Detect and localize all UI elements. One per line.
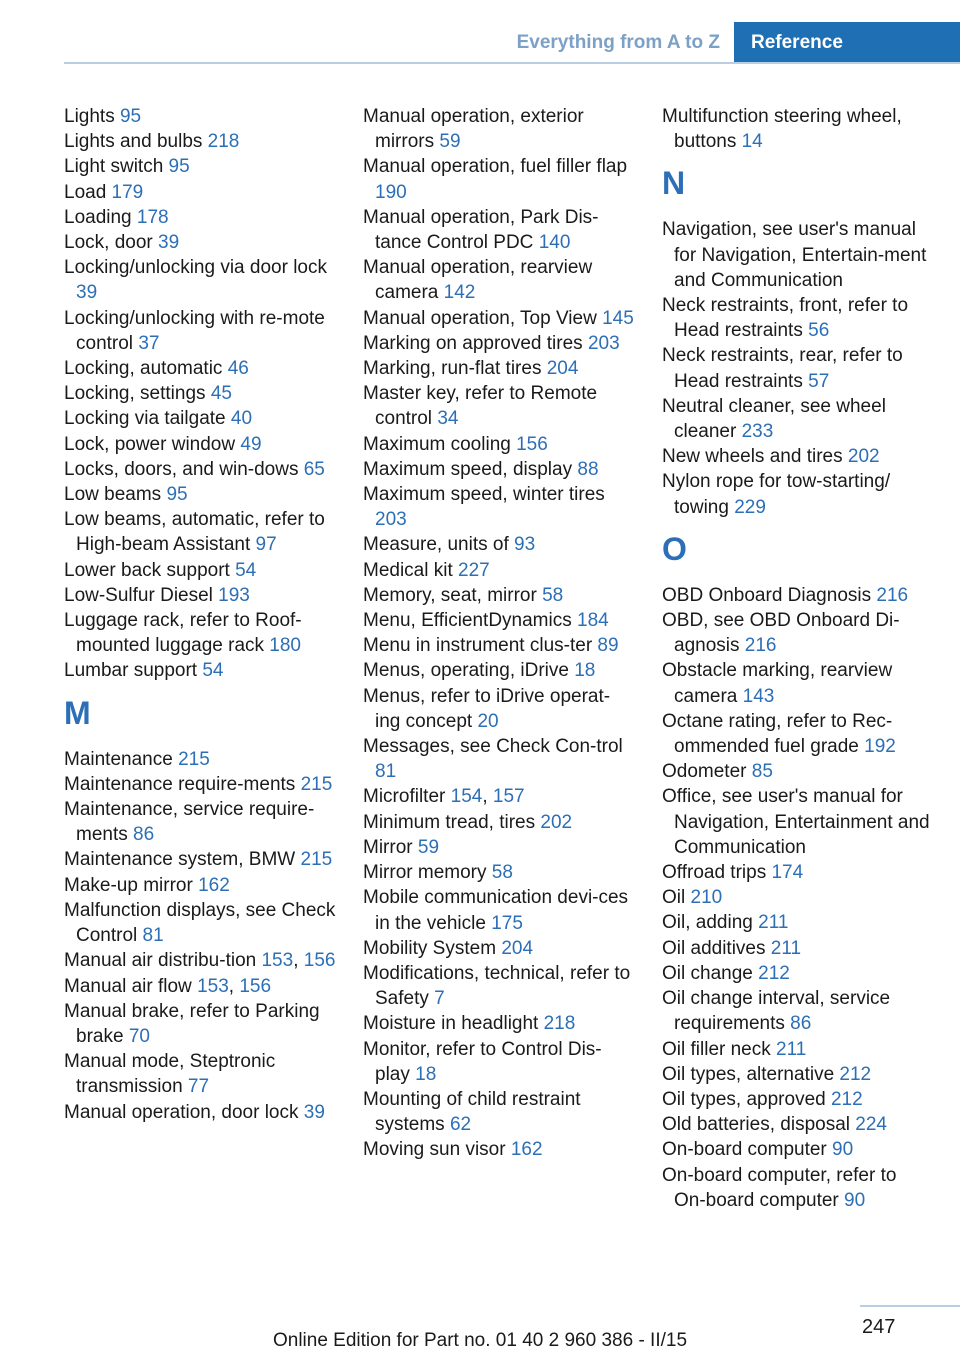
index-term: Measure, units of bbox=[363, 534, 515, 556]
page-reference-link[interactable]: 59 bbox=[417, 836, 440, 858]
index-term: Menu, EfficientDynamics bbox=[363, 610, 578, 632]
page-reference-link[interactable]: 37 bbox=[138, 332, 160, 354]
index-entry: Manual air distribu-tion 153, 156 bbox=[64, 950, 336, 972]
page-reference-link[interactable]: 54 bbox=[235, 559, 257, 581]
page-reference-link[interactable]: 212 bbox=[839, 1063, 872, 1085]
page-reference-link[interactable]: 154 bbox=[450, 786, 483, 808]
page-reference-link[interactable]: 215 bbox=[300, 849, 333, 871]
index-entry bbox=[662, 583, 932, 608]
index-entry: Manual air flow 153, 156 bbox=[64, 975, 272, 997]
page-reference-link[interactable]: 210 bbox=[690, 887, 723, 909]
index-term: Locking, settings bbox=[64, 383, 211, 405]
page-reference-link[interactable]: 156 bbox=[239, 975, 272, 997]
index-term: Minimum tread, tires bbox=[363, 811, 541, 833]
index-entry bbox=[64, 999, 336, 1049]
page-reference-link[interactable]: 179 bbox=[111, 181, 144, 203]
index-term: Obstacle marking, rearview camera bbox=[662, 660, 893, 707]
index-letter-heading: N bbox=[662, 165, 686, 202]
index-term: Oil filler neck bbox=[662, 1038, 777, 1060]
index-entry bbox=[64, 129, 336, 154]
index-entry bbox=[662, 1087, 932, 1112]
index-entry bbox=[662, 1137, 932, 1162]
index-term: Locking via tailgate bbox=[64, 408, 231, 430]
index-term: Mobile communication devi-ces in the vehicle bbox=[363, 887, 629, 934]
index-entry bbox=[662, 1112, 932, 1137]
page-reference-link[interactable]: 59 bbox=[439, 131, 461, 153]
index-entry bbox=[363, 306, 635, 331]
index-term: Lock, power window bbox=[64, 433, 241, 455]
page-reference-link[interactable]: 89 bbox=[597, 635, 619, 657]
index-term: Luggage rack, refer to Roof-mounted luggage rack bbox=[64, 610, 302, 657]
page-reference-link[interactable]: 178 bbox=[136, 206, 169, 228]
index-column-1 bbox=[64, 104, 336, 1125]
index-entry bbox=[662, 608, 932, 658]
index-term: Offroad trips bbox=[662, 862, 772, 884]
index-entry bbox=[662, 293, 932, 343]
index-term: Marking on approved tires bbox=[363, 332, 588, 354]
page-reference-link[interactable]: 81 bbox=[142, 925, 164, 947]
page-reference-link[interactable]: 93 bbox=[514, 534, 536, 556]
index-term: Navigation, see user's manual for Navigation, Entertain-ment and Communication bbox=[662, 219, 927, 291]
index-term: Locking/unlocking via door lock bbox=[64, 257, 327, 279]
index-entry bbox=[662, 910, 932, 935]
index-entry bbox=[363, 734, 635, 784]
index-entry bbox=[363, 432, 635, 457]
page-reference-link[interactable]: 162 bbox=[198, 874, 230, 896]
index-entry bbox=[662, 343, 932, 393]
index-entry bbox=[662, 860, 932, 885]
index-entry bbox=[363, 583, 635, 608]
index-entry bbox=[64, 797, 336, 847]
page-reference-link[interactable]: 95 bbox=[166, 484, 188, 506]
index-term: Manual operation, Park Dis-tance Control PDC bbox=[363, 206, 599, 254]
page-reference-link[interactable]: 88 bbox=[577, 458, 599, 480]
index-entry bbox=[64, 205, 336, 230]
index-entry bbox=[363, 1137, 635, 1162]
index-entry bbox=[363, 684, 635, 734]
index-entry bbox=[363, 1037, 635, 1087]
index-entry bbox=[363, 154, 635, 204]
index-entry bbox=[363, 331, 635, 356]
index-entry bbox=[662, 469, 932, 519]
index-term: Oil change bbox=[662, 962, 759, 984]
index-entry bbox=[662, 986, 932, 1036]
index-term: Monitor, refer to Control Dis-play bbox=[363, 1038, 602, 1085]
index-term: Oil change interval, service requirements bbox=[662, 988, 891, 1035]
page-reference-link[interactable]: 85 bbox=[751, 761, 773, 783]
page-reference-link[interactable]: 77 bbox=[187, 1076, 210, 1098]
index-entry bbox=[363, 860, 635, 885]
index-term: Menus, refer to iDrive operat-ing concept bbox=[363, 685, 611, 732]
page-reference-link[interactable]: 46 bbox=[227, 358, 249, 380]
index-term: Maximum cooling bbox=[363, 433, 517, 455]
index-term: Locking, automatic bbox=[64, 358, 228, 380]
page-reference-link[interactable]: 62 bbox=[449, 1114, 472, 1136]
index-term: Oil additives bbox=[662, 937, 771, 959]
index-entry bbox=[363, 810, 635, 835]
page-reference-link[interactable]: 202 bbox=[847, 446, 880, 468]
index-entry: Microfilter 154, 157 bbox=[363, 786, 525, 808]
page-reference-link[interactable]: 39 bbox=[158, 232, 180, 254]
index-entry bbox=[64, 873, 336, 898]
index-entry bbox=[64, 507, 336, 557]
page-reference-link[interactable]: 39 bbox=[76, 282, 98, 304]
index-entry bbox=[662, 784, 932, 860]
page-reference-link[interactable]: 218 bbox=[207, 131, 240, 153]
index-entry bbox=[64, 658, 336, 683]
page-reference-link[interactable]: 203 bbox=[375, 509, 407, 531]
index-entry bbox=[64, 583, 336, 608]
index-term: Light switch bbox=[64, 156, 169, 178]
index-entry bbox=[64, 558, 336, 583]
index-entry bbox=[363, 608, 635, 633]
footer-rule bbox=[860, 1305, 960, 1307]
page-reference-link[interactable]: 40 bbox=[230, 408, 253, 430]
index-entry bbox=[662, 217, 932, 293]
index-entry bbox=[363, 482, 635, 532]
page-reference-link[interactable]: 65 bbox=[303, 458, 325, 480]
page-reference-link[interactable]: 18 bbox=[415, 1063, 437, 1085]
index-entry bbox=[64, 306, 336, 356]
index-term: Low-Sulfur Diesel bbox=[64, 584, 219, 606]
page-reference-link[interactable]: 70 bbox=[128, 1025, 150, 1047]
page-reference-link[interactable]: 56 bbox=[808, 320, 830, 342]
index-entry bbox=[363, 457, 635, 482]
index-term: Lumbar support bbox=[64, 660, 203, 682]
index-entry bbox=[64, 1100, 336, 1125]
page-reference-link[interactable]: 153 bbox=[261, 950, 294, 972]
page-reference-link[interactable]: 218 bbox=[543, 1013, 576, 1035]
index-term: Oil, adding bbox=[662, 912, 759, 934]
page-reference-link[interactable]: 58 bbox=[491, 862, 513, 884]
index-term: Master key, refer to Remote control bbox=[363, 383, 598, 430]
index-entry bbox=[363, 936, 635, 961]
index-term: Maximum speed, winter tires bbox=[363, 484, 605, 506]
page-reference-link[interactable]: 216 bbox=[744, 635, 777, 657]
index-term: Neck restraints, rear, refer to Head restraints bbox=[662, 345, 903, 392]
page-number: 247 bbox=[862, 1316, 896, 1338]
index-entry bbox=[64, 255, 336, 305]
index-term: Lower back support bbox=[64, 559, 236, 581]
page-reference-link[interactable]: 14 bbox=[741, 131, 763, 153]
page-reference-link[interactable]: 233 bbox=[741, 421, 774, 443]
index-entry bbox=[64, 154, 336, 179]
index-term: OBD, see OBD Onboard Di-agnosis bbox=[662, 610, 900, 657]
index-term: Multifunction steering wheel, buttons bbox=[662, 106, 902, 153]
index-term: Make-up mirror bbox=[64, 874, 199, 896]
index-term: Lights bbox=[64, 106, 120, 127]
page-reference-link[interactable]: 204 bbox=[501, 937, 534, 959]
index-term: Lights and bulbs bbox=[64, 131, 208, 153]
index-entry bbox=[64, 356, 336, 381]
header-rule bbox=[64, 62, 960, 64]
index-entry bbox=[64, 406, 336, 431]
index-term: Menu in instrument clus-ter bbox=[363, 635, 598, 657]
index-term: Mirror bbox=[363, 836, 418, 858]
index-entry bbox=[662, 444, 932, 469]
index-entry bbox=[662, 936, 932, 961]
page-reference-link[interactable]: 145 bbox=[602, 307, 634, 329]
index-term: Maintenance system, BMW bbox=[64, 849, 301, 871]
index-entry bbox=[64, 230, 336, 255]
index-entry bbox=[64, 608, 336, 658]
page-reference-link[interactable]: 184 bbox=[577, 610, 609, 632]
page-reference-link[interactable]: 193 bbox=[218, 584, 250, 606]
page-reference-link[interactable]: 142 bbox=[443, 282, 476, 304]
index-entry bbox=[363, 104, 635, 154]
index-column-3 bbox=[662, 104, 932, 1213]
index-entry bbox=[64, 104, 336, 129]
page-reference-link[interactable]: 58 bbox=[542, 584, 564, 606]
page-reference-link[interactable]: 180 bbox=[269, 635, 301, 657]
index-term: Maintenance, service require-ments bbox=[64, 799, 315, 846]
page-reference-link[interactable]: 216 bbox=[876, 584, 909, 606]
page-reference-link[interactable]: 86 bbox=[133, 824, 155, 846]
index-term: Manual mode, Steptronic transmission bbox=[64, 1051, 276, 1098]
page-reference-link[interactable]: 140 bbox=[538, 232, 571, 254]
index-entry bbox=[662, 709, 932, 759]
index-term: Octane rating, refer to Rec-ommended fuel grade bbox=[662, 710, 893, 758]
page-reference-link[interactable]: 212 bbox=[830, 1088, 863, 1110]
index-term: Manual air flow bbox=[64, 975, 198, 997]
index-entry bbox=[363, 205, 635, 255]
index-term: OBD Onboard Diagnosis bbox=[662, 584, 877, 606]
index-entry bbox=[363, 1011, 635, 1036]
index-letter-heading: O bbox=[662, 530, 687, 567]
index-term: Marking, run-flat tires bbox=[363, 358, 547, 380]
page-reference-link[interactable]: 54 bbox=[202, 660, 224, 682]
index-entry bbox=[662, 1163, 932, 1213]
index-entry bbox=[64, 772, 336, 797]
index-term: Maintenance bbox=[64, 748, 179, 770]
index-term: Locks, doors, and win-dows bbox=[64, 458, 304, 480]
page-reference-link[interactable]: 211 bbox=[770, 937, 802, 959]
index-entry bbox=[363, 356, 635, 381]
index-term: Mounting of child restraint systems bbox=[363, 1088, 581, 1136]
page-reference-link[interactable]: 81 bbox=[375, 761, 397, 783]
page-reference-link[interactable]: 203 bbox=[587, 332, 620, 354]
index-term: Malfunction displays, see Check Control bbox=[64, 899, 336, 947]
index-term: Mobility System bbox=[363, 937, 502, 959]
index-entry bbox=[363, 633, 635, 658]
index-column-2 bbox=[363, 104, 635, 1163]
index-term: Neutral cleaner, see wheel cleaner bbox=[662, 395, 886, 443]
index-term: New wheels and tires bbox=[662, 446, 848, 468]
page-reference-link[interactable]: 227 bbox=[458, 559, 490, 581]
index-term: Low beams, automatic, refer to High-beam Assistant bbox=[64, 509, 325, 556]
page-reference-link[interactable]: 95 bbox=[168, 156, 190, 178]
index-term: Manual operation, rearview camera bbox=[363, 257, 593, 304]
page-reference-link[interactable]: 212 bbox=[758, 962, 790, 984]
index-term: Moisture in headlight bbox=[363, 1013, 544, 1035]
index-entry bbox=[64, 381, 336, 406]
index-term: Oil bbox=[662, 887, 691, 909]
page-reference-link[interactable]: 162 bbox=[510, 1139, 543, 1161]
index-entry bbox=[662, 658, 932, 708]
index-entry bbox=[363, 255, 635, 305]
index-entry bbox=[662, 885, 932, 910]
page-reference-link[interactable]: 143 bbox=[742, 685, 775, 707]
page-reference-link[interactable]: 211 bbox=[758, 912, 789, 934]
index-entry bbox=[64, 747, 336, 772]
index-term: Lock, door bbox=[64, 232, 158, 254]
page-reference-link[interactable]: 224 bbox=[855, 1114, 887, 1136]
index-letter-heading: M bbox=[64, 694, 91, 731]
index-term: Messages, see Check Con-trol bbox=[363, 736, 623, 758]
page-reference-link[interactable]: 86 bbox=[790, 1013, 812, 1035]
header-section-title: Everything from A to Z bbox=[516, 32, 720, 53]
page-reference-link[interactable]: 204 bbox=[546, 358, 579, 380]
index-term: Menus, operating, iDrive bbox=[363, 660, 575, 682]
index-term: Oil types, approved bbox=[662, 1088, 831, 1110]
index-term: Microfilter bbox=[363, 786, 451, 808]
index-entry bbox=[64, 180, 336, 205]
index-term: Mirror memory bbox=[363, 862, 492, 884]
page-reference-link[interactable]: 20 bbox=[477, 710, 499, 732]
index-entry bbox=[64, 482, 336, 507]
index-term: Memory, seat, mirror bbox=[363, 584, 543, 606]
index-term: Manual operation, Top View bbox=[363, 307, 603, 329]
index-entry bbox=[363, 961, 635, 1011]
header-chapter-tab: Reference bbox=[734, 22, 960, 64]
index-entry bbox=[662, 394, 932, 444]
index-entry bbox=[363, 658, 635, 683]
page-reference-link[interactable]: 90 bbox=[844, 1189, 866, 1211]
index-entry bbox=[64, 432, 336, 457]
index-term: Modifications, technical, refer to Safety bbox=[363, 962, 631, 1010]
index-term: On-board computer, refer to On-board computer bbox=[662, 1164, 897, 1211]
index-entry bbox=[662, 1037, 932, 1062]
index-entry bbox=[662, 1062, 932, 1087]
page-reference-link[interactable]: 90 bbox=[832, 1139, 854, 1161]
index-entry bbox=[662, 961, 932, 986]
index-term: Low beams bbox=[64, 484, 167, 506]
page-reference-link[interactable]: 97 bbox=[255, 534, 277, 556]
page-reference-link[interactable]: 156 bbox=[303, 950, 336, 972]
index-term: Old batteries, disposal bbox=[662, 1114, 856, 1136]
page-reference-link[interactable]: 34 bbox=[437, 408, 459, 430]
index-term: Oil types, alternative bbox=[662, 1063, 840, 1085]
index-term: Maximum speed, display bbox=[363, 458, 578, 480]
index-term: Odometer bbox=[662, 761, 752, 783]
index-term: Load bbox=[64, 181, 112, 203]
index-term: Manual brake, refer to Parking brake bbox=[64, 1000, 320, 1047]
index-term: Manual air distribu-tion bbox=[64, 950, 262, 972]
page-reference-link[interactable]: 215 bbox=[300, 773, 333, 795]
index-term: Manual operation, fuel filler flap bbox=[363, 156, 628, 178]
index-term: Nylon rope for tow-starting/ towing bbox=[662, 471, 891, 518]
page-reference-link[interactable]: 57 bbox=[808, 370, 830, 392]
page-reference-link[interactable]: 215 bbox=[178, 748, 210, 770]
page-reference-link[interactable]: 18 bbox=[574, 660, 596, 682]
index-term: Office, see user's manual for Navigation, Entertainment and Communication bbox=[662, 786, 930, 858]
index-entry bbox=[64, 457, 336, 482]
index-entry bbox=[363, 1087, 635, 1137]
index-entry bbox=[363, 558, 635, 583]
index-entry bbox=[64, 1049, 336, 1099]
page-reference-link[interactable]: 39 bbox=[303, 1101, 325, 1123]
page-reference-link[interactable]: 174 bbox=[771, 862, 804, 884]
page-reference-link[interactable]: 45 bbox=[210, 383, 232, 405]
page-reference-link[interactable]: 153 bbox=[197, 975, 229, 997]
index-entry bbox=[363, 532, 635, 557]
page-reference-link[interactable]: 156 bbox=[516, 433, 548, 455]
index-term: Medical kit bbox=[363, 559, 459, 581]
page-reference-link[interactable]: 49 bbox=[240, 433, 262, 455]
index-term: Locking/unlocking with re-mote control bbox=[64, 307, 325, 354]
edition-line: Online Edition for Part no. 01 40 2 960 386 - II/15 bbox=[272, 1330, 688, 1351]
index-term: On-board computer bbox=[662, 1139, 833, 1161]
page-reference-link[interactable]: 7 bbox=[434, 988, 445, 1010]
index-entry bbox=[363, 885, 635, 935]
index-entry bbox=[64, 847, 336, 872]
index-term: Loading bbox=[64, 206, 137, 228]
index-entry bbox=[363, 381, 635, 431]
index-term: Manual operation, door lock bbox=[64, 1101, 304, 1123]
index-term: Neck restraints, front, refer to Head restraints bbox=[662, 295, 909, 342]
index-entry bbox=[662, 759, 932, 784]
index-term: Moving sun visor bbox=[363, 1139, 511, 1161]
index-term: Manual operation, exterior mirrors bbox=[363, 106, 584, 153]
page-reference-link[interactable]: 157 bbox=[492, 786, 525, 808]
page-reference-link[interactable]: 175 bbox=[491, 912, 523, 934]
page-reference-link[interactable]: 95 bbox=[119, 106, 142, 127]
page-reference-link[interactable]: 229 bbox=[734, 496, 766, 518]
index-entry bbox=[363, 835, 635, 860]
index-entry bbox=[662, 104, 932, 154]
page-reference-link[interactable]: 202 bbox=[540, 811, 573, 833]
index-entry bbox=[64, 898, 336, 948]
page-reference-link[interactable]: 190 bbox=[375, 181, 407, 203]
page-reference-link[interactable]: 211 bbox=[776, 1038, 807, 1060]
index-term: Maintenance require-ments bbox=[64, 773, 301, 795]
page-reference-link[interactable]: 192 bbox=[864, 736, 896, 758]
